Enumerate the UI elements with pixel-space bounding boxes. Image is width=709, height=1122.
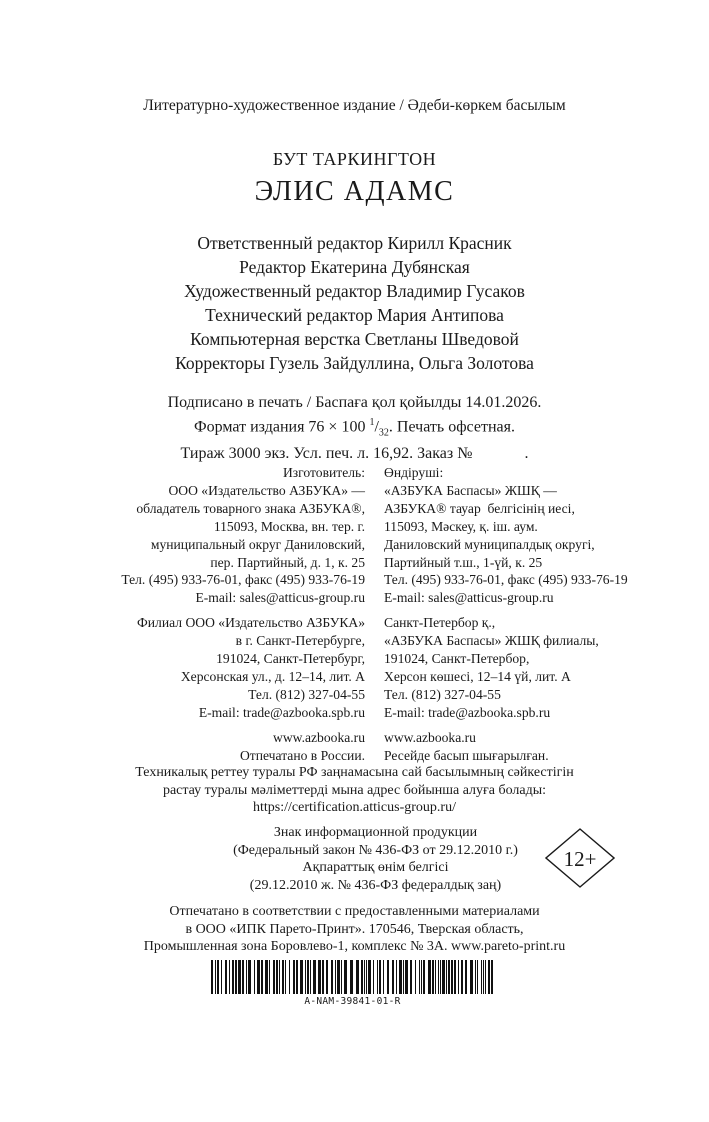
barcode-bar [377, 960, 378, 994]
barcode-bar [242, 960, 244, 994]
barcode-bar [335, 960, 336, 994]
kz-line: «АЗБУКА Баспасы» ЖШҚ — [384, 482, 557, 498]
barcode-bar [454, 960, 456, 994]
barcode-bar [383, 960, 384, 994]
format-line [0, 413, 709, 444]
barcode-bar [446, 960, 447, 994]
barcode-bar [215, 960, 216, 994]
kz-line: Ресейде басып шығарылған. [384, 747, 549, 763]
sign-line: Ақпараттық өнім белгісі [302, 860, 449, 875]
barcode-bar [307, 960, 309, 994]
barcode-bar [415, 960, 416, 994]
tech-regulation-note [0, 764, 709, 817]
ru-line: ООО «Издательство АЗБУКА» — [168, 482, 365, 498]
printed-line: Отпечатано в соответствии с предоставленными материалами [169, 904, 540, 919]
tech-line: Техникалық реттеу туралы РФ заңнамасына сай басылымның сәйкестігін [135, 765, 574, 780]
barcode-bar [470, 960, 473, 994]
barcode-bar [225, 960, 227, 994]
certification-link: https://certification.atticus-group.ru/ [253, 800, 456, 815]
barcode-bar [432, 960, 434, 994]
print-info [0, 393, 709, 464]
barcode-bar [221, 960, 222, 994]
printing-house-note [0, 903, 709, 956]
kz-line: 191024, Санкт-Петербор, [384, 651, 530, 667]
kz-website: www.azbooka.ru [384, 729, 476, 745]
barcode-bar [491, 960, 493, 994]
barcode-bar [438, 960, 439, 994]
tech-line: растау туралы мәліметтерді мына адрес бойынша алуға болады: [162, 782, 547, 798]
barcode-bar [254, 960, 255, 994]
kz-line: Херсон көшесі, 12–14 үй, лит. А [384, 668, 571, 684]
barcode-bar [485, 960, 486, 994]
barcode-bar [366, 960, 367, 994]
kz-email: E-mail: trade@azbooka.spb.ru [384, 704, 551, 720]
kz-line: Тел. (812) 327-04-55 [384, 686, 501, 702]
printed-line: Промышленная зона Боровлево-1, комплекс № 3А. www.pareto-print.ru [143, 939, 566, 954]
barcode-bar [368, 960, 371, 994]
barcode-image [211, 960, 494, 994]
barcode-bar [379, 960, 381, 994]
barcode-bar [373, 960, 374, 994]
barcode-bar [265, 960, 268, 994]
kz-line: Партийный т.ш., 1-үй, к. 25 [384, 554, 543, 570]
book-title: ЭЛИС АДАМС [254, 176, 455, 207]
barcode-bar [475, 960, 476, 994]
format-slash: / [374, 418, 379, 436]
barcode-bar [392, 960, 394, 994]
barcode-bar [419, 960, 420, 994]
format-numerator: 1 [369, 417, 375, 428]
kz-line: Тел. (495) 933-76-01, факс (495) 933-76-19 [384, 572, 628, 588]
kz-line: 115093, Мәскеу, қ. іш. аум. [384, 518, 538, 534]
ru-line: Отпечатано в России. [239, 747, 365, 763]
barcode-bar [318, 960, 321, 994]
barcode-bar [477, 960, 478, 994]
barcode-bar [364, 960, 365, 994]
barcode-bar [405, 960, 408, 994]
barcode-bar [423, 960, 425, 994]
publisher-kz-column [384, 464, 628, 765]
barcode-bar [246, 960, 247, 994]
edition-type: Литературно-художественное издание / Әдеби-көркем басылым [143, 97, 566, 114]
barcode-bar [356, 960, 359, 994]
barcode-bar [488, 960, 490, 994]
barcode-bar [269, 960, 270, 994]
kz-line: Даниловский муниципалдық округі, [384, 536, 595, 552]
ru-email: E-mail: trade@azbooka.spb.ru [198, 704, 365, 720]
barcode-bar [387, 960, 389, 994]
ru-line: Тел. (812) 327-04-55 [248, 686, 365, 702]
ru-line: пер. Партийный, д. 1, к. 25 [210, 554, 365, 570]
barcode-bar [261, 960, 263, 994]
ru-line: в г. Санкт-Петербурге, [235, 633, 365, 649]
barcode-bar [410, 960, 412, 994]
kz-line: Өндіруші: [384, 465, 444, 480]
barcode-bar [257, 960, 260, 994]
ru-line: Филиал ООО «Издательство АЗБУКА» [137, 615, 365, 631]
barcode-bar [442, 960, 445, 994]
barcode-bar [273, 960, 275, 994]
barcode-bar [396, 960, 397, 994]
credit-line: Ответственный редактор Кирилл Красник [197, 233, 512, 253]
format-prefix: Формат издания 76 × 100 [194, 418, 370, 436]
sign-line: (29.12.2010 ж. № 436-ФЗ федералдық заң) [249, 877, 502, 893]
credit-line: Технический редактор Мария Антипова [205, 305, 504, 325]
barcode-bar [229, 960, 230, 994]
format-suffix: . Печать офсетная. [388, 418, 515, 436]
barcode-bar [341, 960, 342, 994]
ru-line: Изготовитель: [282, 465, 365, 480]
barcode-bar [293, 960, 295, 994]
format-denominator: 32 [378, 427, 389, 439]
barcode-bar [337, 960, 340, 994]
barcode-bar [350, 960, 353, 994]
printed-line: в ООО «ИПК Парето-Принт». 170546, Тверская область, [185, 921, 524, 937]
barcode-bar [313, 960, 316, 994]
barcode-bar [285, 960, 286, 994]
credit-line: Художественный редактор Владимир Гусаков [184, 281, 525, 301]
author-name: БУТ ТАРКИНГТОН [272, 149, 437, 169]
ru-line: 115093, Москва, вн. тер. г. [213, 518, 365, 534]
credit-line: Компьютерная верстка Светланы Шведовой [190, 329, 519, 349]
barcode-bar [300, 960, 303, 994]
barcode-bar [361, 960, 363, 994]
ru-email: E-mail: sales@atticus-group.ru [195, 590, 365, 606]
age-rating-text: 12+ [563, 847, 597, 871]
barcode-bar [344, 960, 347, 994]
sign-line: (Федеральный закон № 436-ФЗ от 29.12.2010 г.) [233, 842, 518, 858]
age-rating-badge [545, 828, 615, 888]
credit-line: Корректоры Гузель Зайдуллина, Ольга Золотова [175, 353, 534, 373]
barcode-bar [421, 960, 422, 994]
kz-line: «АЗБУКА Баспасы» ЖШҚ филиалы, [384, 633, 599, 649]
kz-line: АЗБУКА® тауар белгісінің иесі, [384, 500, 575, 516]
barcode-bar [428, 960, 431, 994]
barcode-bar [448, 960, 450, 994]
barcode-number: A-NAM-39841-01-R [304, 996, 401, 1007]
signed-date: Подписано в печать / Баспаға қол қойылды 14.01.2026. [167, 394, 542, 411]
barcode-bar [211, 960, 213, 994]
barcode-bar [217, 960, 219, 994]
barcode-bar [276, 960, 278, 994]
barcode-bar [305, 960, 306, 994]
barcode-bar [296, 960, 298, 994]
barcode-bar [248, 960, 251, 994]
print-run: Тираж 3000 экз. Усл. печ. л. 16,92. Заказ № . [180, 444, 529, 462]
barcode-bar [326, 960, 328, 994]
barcode-bar [399, 960, 402, 994]
barcode-bar [403, 960, 404, 994]
barcode-bar [331, 960, 333, 994]
barcode-bar [232, 960, 234, 994]
barcode-bar [483, 960, 484, 994]
ru-line: Херсонская ул., д. 12–14, лит. А [180, 668, 365, 684]
barcode-bar [481, 960, 482, 994]
barcode-bar [289, 960, 290, 994]
sign-line: Знак информационной продукции [273, 825, 478, 840]
ru-line: обладатель товарного знака АЗБУКА®, [136, 500, 365, 516]
barcode-bar [235, 960, 237, 994]
barcode-bar [435, 960, 436, 994]
kz-line: Санкт-Петербор қ., [384, 615, 496, 631]
ru-line: муниципальный округ Даниловский, [150, 536, 365, 552]
info-product-sign [218, 824, 533, 894]
publisher-ru-column [121, 464, 365, 765]
barcode-bar [461, 960, 463, 994]
credits-block [0, 231, 709, 375]
barcode-bar [440, 960, 441, 994]
barcode-bar [465, 960, 467, 994]
barcode-bar [458, 960, 459, 994]
ru-line: 191024, Санкт-Петербург, [216, 651, 365, 667]
credit-line: Редактор Екатерина Дубянская [239, 257, 470, 277]
barcode-bar [282, 960, 284, 994]
barcode-bar [279, 960, 280, 994]
barcode-bar [238, 960, 241, 994]
ru-line: Тел. (495) 933-76-01, факс (495) 933-76-19 [121, 572, 365, 588]
barcode-bar [310, 960, 311, 994]
barcode-bar [322, 960, 324, 994]
barcode-bar [451, 960, 453, 994]
ru-website: www.azbooka.ru [273, 729, 365, 745]
kz-email: E-mail: sales@atticus-group.ru [384, 590, 554, 606]
